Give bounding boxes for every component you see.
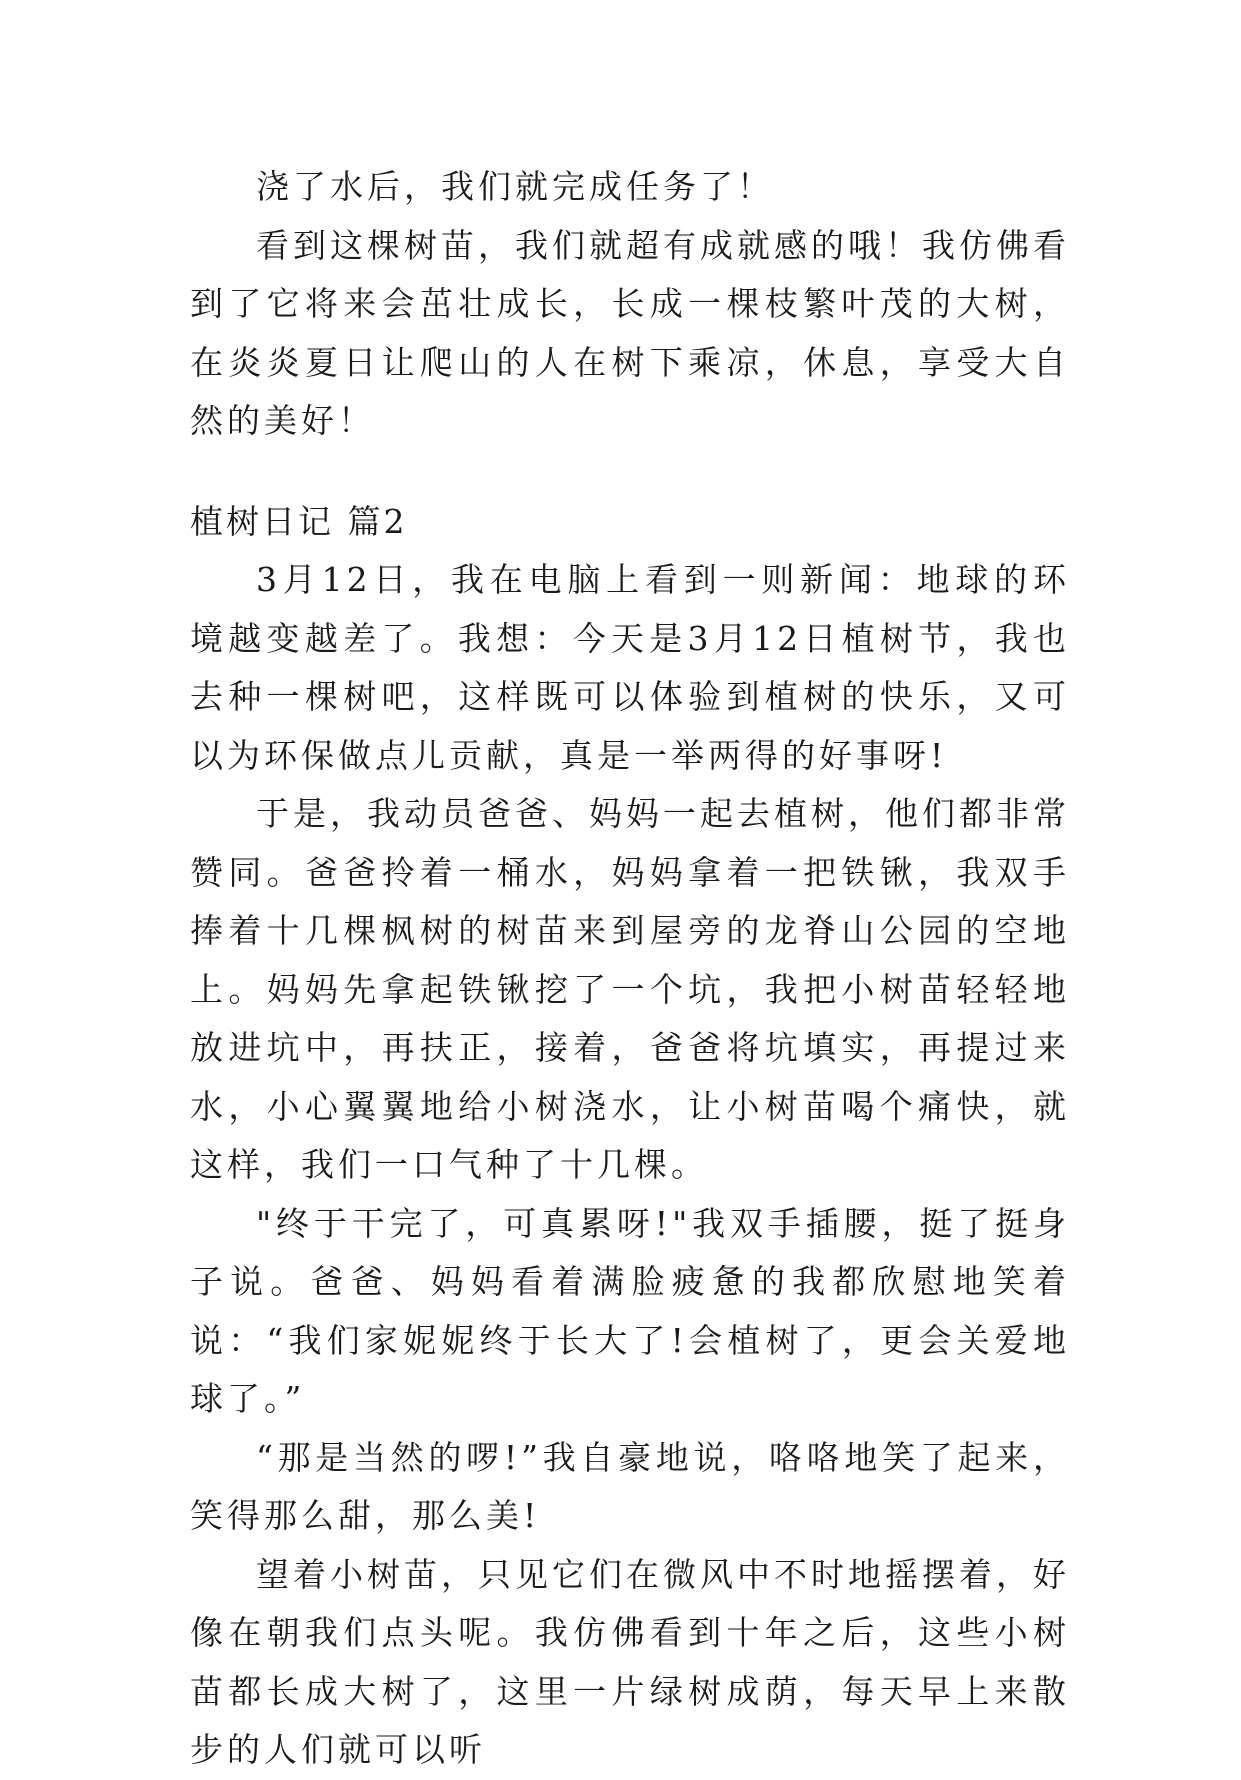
paragraph-news: 3月12日，我在电脑上看到一则新闻：地球的环境越变越差了。我想：今天是3月12日植树节，我也去种一棵树吧，这样既可以体验到植树的快乐，又可以为环保做点儿贡献，真是一举两得的好事呀! — [190, 560, 1070, 775]
paragraph-planting: 于是，我动员爸爸、妈妈一起去植树，他们都非常赞同。爸爸拎着一桶水，妈妈拿着一把铁锹，我双手捧着十几棵枫树的树苗来到屋旁的龙脊山公园的空地上。妈妈先拿起铁锹挖了一个坑，我把小树苗轻轻地放进坑中，再扶正，接着，爸爸将坑填实，再提过来水，小心翼翼地给小树浇水，让小树苗喝个痛快，就这样，我们一口气种了十几棵。 — [190, 794, 1070, 1184]
section-heading: 植树日记 篇2 — [190, 501, 408, 541]
paragraph-sense-of-achievement: 看到这棵树苗，我们就超有成就感的哦！我仿佛看到了它将来会茁壮成长，长成一棵枝繁叶茂的大树，在炎炎夏日让爬山的人在树下乘凉，休息，享受大自然的美好！ — [190, 225, 1070, 440]
document-body — [190, 158, 1070, 1780]
paragraph-future: 望着小树苗，只见它们在微风中不时地摇摆着，好像在朝我们点头呢。我仿佛看到十年之后，这些小树苗都长成大树了，这里一片绿树成荫，每天早上来散步的人们就可以听 — [190, 1554, 1070, 1769]
paragraph-proud: “那是当然的啰!”我自豪地说，咯咯地笑了起来，笑得那么甜，那么美! — [190, 1437, 1070, 1535]
paragraph-watering-done: 浇了水后，我们就完成任务了！ — [256, 167, 774, 206]
paragraph-finished: "终于干完了，可真累呀!"我双手插腰，挺了挺身子说。爸爸、妈妈看着满脸疲惫的我都欣慰地笑着说：“我们家妮妮终于长大了!会植树了，更会关爱地球了。” — [190, 1203, 1070, 1418]
